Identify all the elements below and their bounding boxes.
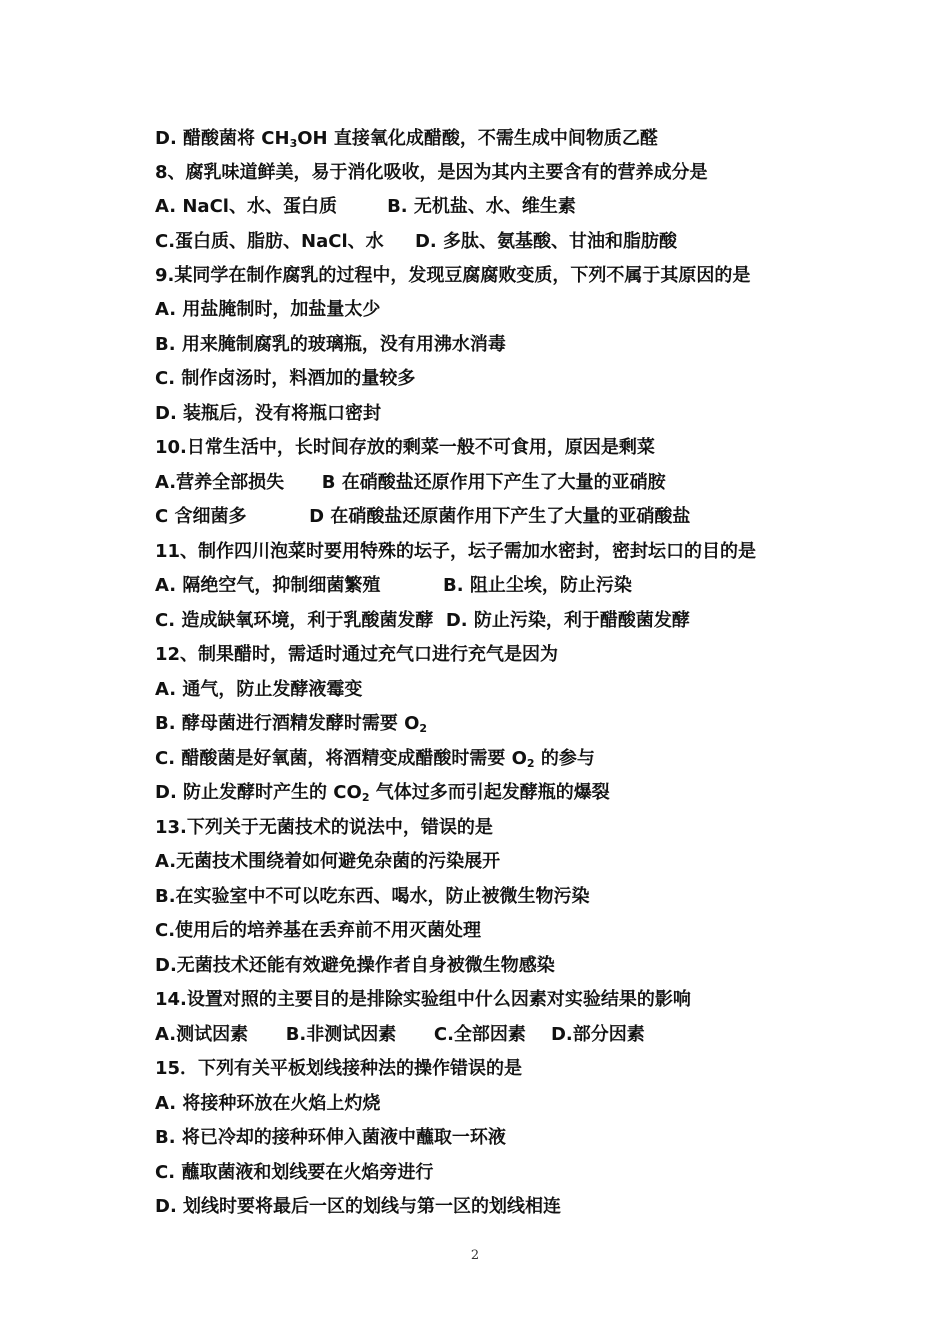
q11-options-row2: C. 造成缺氧环境，利于乳酸菌发酵 D. 防止污染，利于醋酸菌发酵 (155, 610, 690, 631)
q15-option-c: C. 蘸取菌液和划线要在火焰旁进行 (155, 1162, 434, 1183)
q13-option-c: C.使用后的培养基在丢弃前不用灭菌处理 (155, 920, 482, 941)
q10-options-row1: A.营养全部损失 B 在硝酸盐还原作用下产生了大量的亚硝胺 (155, 472, 666, 493)
q12-option-b: B. 酵母菌进行酒精发酵时需要 $O_2$ (155, 713, 428, 735)
q10-stem: 10.日常生活中，长时间存放的剩菜一般不可食用，原因是剩菜 (155, 437, 655, 458)
q13-option-b: B.在实验室中不可以吃东西、喝水，防止被微生物污染 (155, 886, 590, 907)
q14-options-row1: A.测试因素 B.非测试因素 C.全部因素 D.部分因素 (155, 1024, 645, 1045)
q9-option-d: D. 装瓶后，没有将瓶口密封 (155, 403, 382, 424)
q13-option-d: D.无菌技术还能有效避免操作者自身被微生物感染 (155, 955, 555, 976)
q12-stem: 12、制果醋时，需适时通过充气口进行充气是因为 (155, 644, 559, 665)
q13-option-a: A.无菌技术围绕着如何避免杂菌的污染展开 (155, 851, 501, 872)
page-number: 2 (470, 1248, 480, 1263)
q12-option-a: A. 通气，防止发酵液霉变 (155, 679, 363, 700)
q9-stem: 9.某同学在制作腐乳的过程中，发现豆腐腐败变质，下列不属于其原因的是 (155, 265, 751, 286)
q12-option-d: D. 防止发酵时产生的 $CO_2$ 气体过多而引起发酵瓶的爆裂 (155, 782, 610, 804)
q7-option-d: D. 醋酸菌将 $CH_3OH$ 直接氧化成醋酸，不需生成中间物质乙醛 (155, 128, 658, 150)
q8-stem: 8、腐乳味道鲜美，易于消化吸收，是因为其内主要含有的营养成分是 (155, 162, 708, 183)
q15-option-a: A. 将接种环放在火焰上灼烧 (155, 1093, 381, 1114)
q12-option-c: C. 醋酸菌是好氧菌，将酒精变成醋酸时需要 $O_2$ 的参与 (155, 748, 595, 770)
q15-option-d: D. 划线时要将最后一区的划线与第一区的划线相连 (155, 1196, 562, 1217)
q9-option-b: B. 用来腌制腐乳的玻璃瓶，没有用沸水消毒 (155, 334, 506, 355)
q11-options-row1: A. 隔绝空气，抑制细菌繁殖 B. 阻止尘埃，防止污染 (155, 575, 632, 596)
q11-stem: 11、制作四川泡菜时要用特殊的坛子，坛子需加水密封，密封坛口的目的是 (155, 541, 757, 562)
q13-stem: 13.下列关于无菌技术的说法中，错误的是 (155, 817, 493, 838)
q9-option-c: C. 制作卤汤时，料酒加的量较多 (155, 368, 416, 389)
q8-options-row2: C.蛋白质、脂肪、NaCl、水 D. 多肽、氨基酸、甘油和脂肪酸 (155, 231, 678, 252)
q9-option-a: A. 用盐腌制时，加盐量太少 (155, 299, 381, 320)
q14-stem: 14.设置对照的主要目的是排除实验组中什么因素对实验结果的影响 (155, 989, 691, 1010)
q15-stem: 15．下列有关平板划线接种法的操作错误的是 (155, 1058, 523, 1079)
q8-options-row1: A. NaCl、水、蛋白质 B. 无机盐、水、维生素 (155, 196, 576, 217)
q10-options-row2: C 含细菌多 D 在硝酸盐还原菌作用下产生了大量的亚硝酸盐 (155, 506, 691, 527)
q15-option-b: B. 将已冷却的接种环伸入菌液中蘸取一环液 (155, 1127, 506, 1148)
